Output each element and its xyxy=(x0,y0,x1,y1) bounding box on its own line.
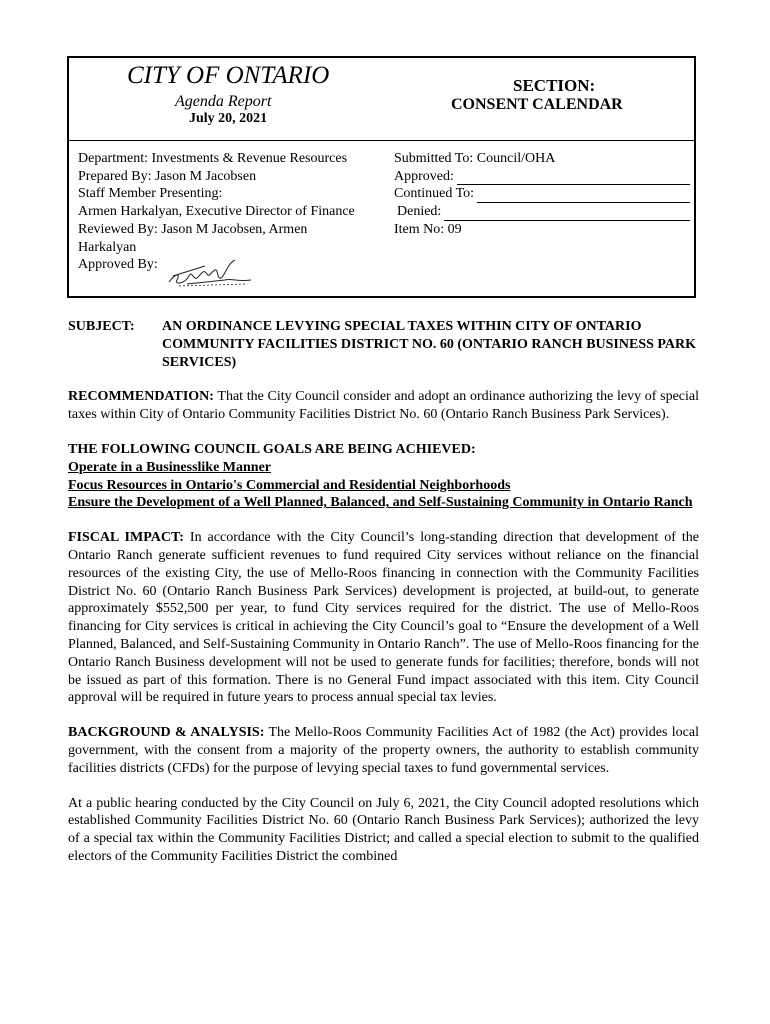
subject-row xyxy=(68,318,699,371)
report-date: July 20, 2021 xyxy=(189,111,268,126)
header-box xyxy=(67,56,696,298)
prepared-by-line: Prepared By: Jason M Jacobsen xyxy=(78,168,257,184)
continued-to-label: Continued To: xyxy=(394,186,475,202)
subject-label: SUBJECT: xyxy=(68,319,135,334)
fiscal-impact-label: FISCAL IMPACT: xyxy=(68,530,184,546)
approved-by-line: Approved By: xyxy=(78,257,158,273)
signature-icon xyxy=(165,254,255,288)
recommendation-text: That the City Council consider and adopt an ordinance authorizing the levy of special taxes within City of Ontario Community Facilities District No. 60 (Ontario Ranch Business Park Services). xyxy=(68,389,699,423)
approved-row xyxy=(394,168,694,186)
goals-heading: THE FOLLOWING COUNCIL GOALS ARE BEING ACHIEVED: xyxy=(68,441,476,457)
background-text: The Mello-Roos Community Facilities Act of 1982 (the Act) provides local government, with the consent from a majority of the property owners, the authority to establish community facilities districts (CFDs) for the purpose of levying special taxes to fund governmental services. xyxy=(68,725,699,776)
submitted-to-label: Submitted To: Council/OHA xyxy=(394,151,556,166)
item-no-row xyxy=(394,221,694,239)
fiscal-impact-text: In accordance with the City Council’s long-standing direction that development of the Ontario Ranch generate sufficient revenues to fund required City services without reliance on the financial resources of the existing City, the use of Mello-Roos financing in connection with the Community Facilities District No. 60 (Ontario Ranch Business Park Services) development is projected, at build-out, to generate approximately $552,500 per year, to fund City services required for the district. The use of Mello-Roos financing for City services is critical in achieving the City Council’s goal to “Ensure the development of a Well Planned, Balanced, and Self-Sustaining Community in Ontario Ranch”. The use of Mello-Roos financing for the Ontario Ranch Business development will not be used to generate funds for facilities; therefore, bonds will not be issued as part of this formation. There is no General Fund impact associated with this item. City Council approval will be required in future years to process annual special tax levies. xyxy=(68,530,699,706)
subject-text: AN ORDINANCE LEVYING SPECIAL TAXES WITHIN CITY OF ONTARIO COMMUNITY FACILITIES DISTRICT NO. 60 (ONTARIO RANCH BUSINESS PARK SERVICES) xyxy=(162,319,697,370)
section-value: CONSENT CALENDAR xyxy=(451,96,623,113)
denied-label: Denied: xyxy=(397,204,442,220)
public-hearing-paragraph: At a public hearing conducted by the City Council on July 6, 2021, the City Council adopted resolutions which established Community Facilities District No. 60 (Ontario Ranch Business Park Services); authorized the levy of a special tax within the Community Facilities District; and called a special election to submit to the qualified electors of the Community Facilities District the combined xyxy=(68,795,699,864)
submitted-to-row xyxy=(394,150,694,168)
section-label: SECTION: xyxy=(513,76,596,95)
reviewed-by-cont-line: Harkalyan xyxy=(78,239,137,255)
goal-item: Ensure the Development of a Well Planned, Balanced, and Self-Sustaining Community in Ontario Ranch xyxy=(68,495,693,511)
background-label: BACKGROUND & ANALYSIS: xyxy=(68,725,265,741)
reviewed-by-line: Reviewed By: Jason M Jacobsen, Armen xyxy=(78,221,308,237)
approved-line xyxy=(457,172,690,185)
staff-presenting-line: Staff Member Presenting: xyxy=(78,186,223,202)
agenda-report-label: Agenda Report xyxy=(175,93,272,110)
goal-item: Operate in a Businesslike Manner xyxy=(68,459,272,475)
report-body xyxy=(68,318,699,866)
recommendation-label: RECOMMENDATION: xyxy=(68,389,214,405)
approved-label: Approved: xyxy=(394,168,454,184)
item-no-label: Item No: 09 xyxy=(394,221,462,237)
recommendation-paragraph xyxy=(68,388,699,424)
continued-to-line xyxy=(477,190,690,203)
background-paragraph xyxy=(68,724,699,777)
continued-to-row xyxy=(394,185,694,203)
denied-line xyxy=(444,208,690,221)
department-line: Department: Investments & Revenue Resources xyxy=(78,151,348,166)
fiscal-impact-paragraph xyxy=(68,529,699,707)
meta-right xyxy=(394,150,694,239)
staff-name-line: Armen Harkalyan, Executive Director of Finance xyxy=(78,204,355,220)
header-top xyxy=(69,58,694,141)
denied-row xyxy=(394,203,694,221)
city-title: CITY OF ONTARIO xyxy=(127,62,330,89)
goal-item: Focus Resources in Ontario's Commercial and Residential Neighborhoods xyxy=(68,477,511,493)
